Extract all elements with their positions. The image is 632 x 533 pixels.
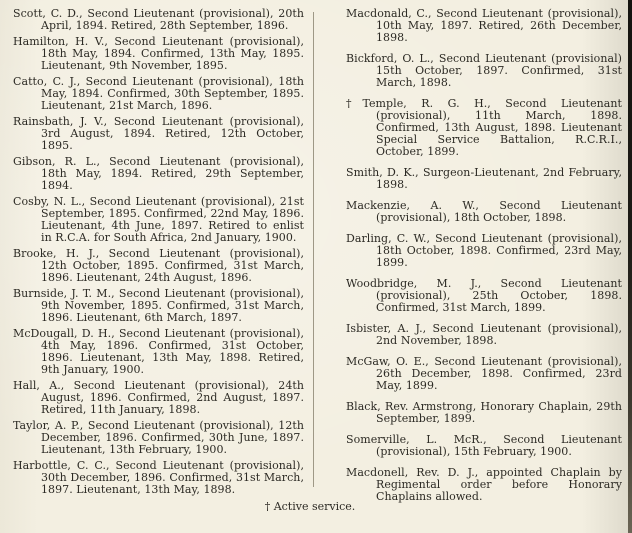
- officer-entry: Isbister, A. J., Second Lieutenant (provisional), 2nd November, 1898.: [346, 322, 622, 347]
- officer-entry: Mackenzie, A. W., Second Lieutenant (provisional), 18th October, 1898.: [346, 199, 622, 224]
- officer-entry: Scott, C. D., Second Lieutenant (provisional), 20th April, 1894. Retired, 28th September, 1896.: [13, 7, 304, 32]
- officer-entry: Burnside, J. T. M., Second Lieutenant (provisional), 9th November, 1895. Confirmed, 31st March, 1896. Lieutenant, 6th March, 1897.: [13, 287, 304, 324]
- officer-entry: Smith, D. K., Surgeon-Lieutenant, 2nd February, 1898.: [346, 166, 622, 191]
- officer-entry: Bickford, O. L., Second Lieutenant (provisional) 15th October, 1897. Confirmed, 31st March, 1898.: [346, 52, 622, 89]
- officer-entry: Black, Rev. Armstrong, Honorary Chaplain, 29th September, 1899.: [346, 400, 622, 425]
- footnote: [0, 501, 620, 513]
- column-divider-rule: [313, 12, 314, 487]
- officer-entry: Hall, A., Second Lieutenant (provisional), 24th August, 1896. Confirmed, 2nd August, 1897. Retired, 11th January, 1898.: [13, 379, 304, 416]
- officer-entry: McGaw, O. E., Second Lieutenant (provisional), 26th December, 1898. Confirmed, 23rd May, 1899.: [346, 355, 622, 392]
- officer-entry: Harbottle, C. C., Second Lieutenant (provisional), 30th December, 1896. Confirmed, 31st March, 1897. Lieutenant, 13th May, 1898.: [13, 459, 304, 496]
- footnote-text: † Active service.: [264, 500, 356, 513]
- page-edge-shadow: [628, 0, 632, 533]
- officer-entry: Somerville, L. McR., Second Lieutenant (provisional), 15th February, 1900.: [346, 433, 622, 458]
- column-right: [346, 8, 622, 512]
- officer-entry: Hamilton, H. V., Second Lieutenant (provisional), 18th May, 1894. Confirmed, 13th May, 1895. Lieutenant, 9th November, 1895.: [13, 35, 304, 72]
- officer-entry: Cosby, N. L., Second Lieutenant (provisional), 21st September, 1895. Confirmed, 22nd May, 1896. Lieutenant, 4th June, 1897. Retired to enlist in R.C.A. for South Africa, 2nd January, 1900.: [13, 195, 304, 244]
- officer-entry: Darling, C. W., Second Lieutenant (provisional), 18th October, 1898. Confirmed, 23rd May, 1899.: [346, 232, 622, 269]
- officer-entry: Woodbridge, M. J., Second Lieutenant (provisional), 25th October, 1898. Confirmed, 31st March, 1899.: [346, 277, 622, 314]
- officer-entry: Macdonell, Rev. D. J., appointed Chaplain by Regimental order before Honorary Chaplains allowed.: [346, 466, 622, 503]
- officer-entry: Catto, C. J., Second Lieutenant (provisional), 18th May, 1894. Confirmed, 30th September, 1895. Lieutenant, 21st March, 1896.: [13, 75, 304, 112]
- officer-entry: Gibson, R. L., Second Lieutenant (provisional), 18th May, 1894. Retired, 29th September, 1894.: [13, 155, 304, 192]
- officer-entry: McDougall, D. H., Second Lieutenant (provisional), 4th May, 1896. Confirmed, 31st October, 1896. Lieutenant, 13th May, 1898. Retired, 9th January, 1900.: [13, 327, 304, 376]
- officer-entry: Rainsbath, J. V., Second Lieutenant (provisional), 3rd August, 1894. Retired, 12th October, 1895.: [13, 115, 304, 152]
- officer-entry: Brooke, H. J., Second Lieutenant (provisional), 12th October, 1895. Confirmed, 31st March, 1896. Lieutenant, 24th August, 1896.: [13, 247, 304, 284]
- column-left: [13, 8, 304, 500]
- officer-entry: Macdonald, C., Second Lieutenant (provisional), 10th May, 1897. Retired, 26th December, 1898.: [346, 7, 622, 44]
- officer-entry: †Temple, R. G. H., Second Lieutenant (provisional), 11th March, 1898. Confirmed, 13th August, 1898. Lieutenant Special Service Battalion, R.C.R.I., October, 1899.: [346, 97, 622, 158]
- officer-entry: Taylor, A. P., Second Lieutenant (provisional), 12th December, 1896. Confirmed, 30th June, 1897. Lieutenant, 13th February, 1900.: [13, 419, 304, 456]
